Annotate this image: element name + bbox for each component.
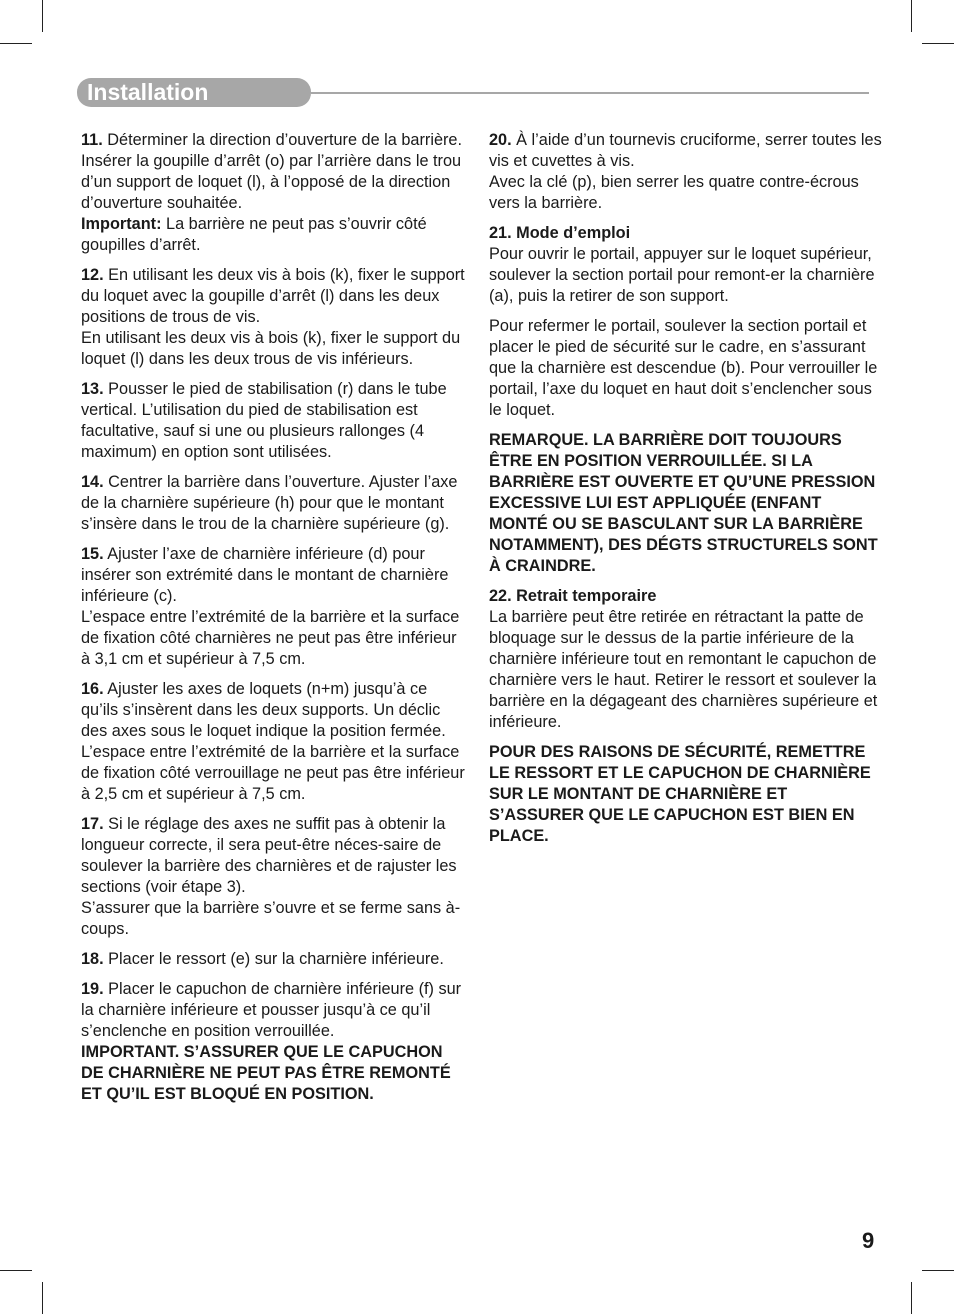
warning-text: IMPORTANT. S’ASSURER QUE LE CAPUCHON DE CHARNIÈRE NE PEUT PAS ÊTRE REMONTÉ ET QU’IL EST BLOQUÉ EN POSITION. [81,1043,451,1103]
section-21 [489,223,883,307]
step-number: 16. [81,680,104,698]
step-text-2: L’espace entre l’extrémité de la barrière et la surface de fixation côté charnières ne peut pas être inférieur à 3,1 cm et supérieur à 7,5 cm. [81,608,460,668]
crop-mark [911,1282,912,1314]
paragraph: La barrière peut être retirée en rétractant la patte de bloquage sur le dessus de la partie inférieure de la charnière inférieure tout en remontant le capuchon de charnière vers le haut. Retirer le ressort et soulever la barrière en la dégageant des charnières supérieure et inférieure. [489,608,878,731]
crop-mark [42,1282,43,1314]
crop-mark [42,0,43,32]
safety-text: POUR DES RAISONS DE SÉCURITÉ, REMETTRE LE RESSORT ET LE CAPUCHON DE CHARNIÈRE SUR LE MONTANT DE CHARNIÈRE ET S’ASSURER QUE LE CAPUCHON EST BIEN EN PLACE. [489,743,871,845]
important-text: La barrière ne peut pas s’ouvrir côté goupilles d’arrêt. [81,215,427,254]
step-12 [81,265,465,370]
crop-mark [922,1270,954,1271]
crop-mark [922,43,954,44]
step-text: Si le réglage des axes ne suffit pas à obtenir la longueur correcte, il sera peut-être néces-saire de soulever la barrière des charnières et de rajuster les sections (voir étape 3). [81,815,457,896]
step-number: 12. [81,266,104,284]
right-column [489,130,883,856]
step-text: En utilisant les deux vis à bois (k), fixer le support du loquet avec la goupille d’arrêt (l) dans les deux positions de trous de vis. [81,266,465,326]
step-text: Placer le capuchon de charnière inférieure (f) sur la charnière inférieure et pousser jusqu’à ce qu’il s’enclenche en position verrouillée. [81,980,462,1040]
step-text: Ajuster les axes de loquets (n+m) jusqu’à ce qu’ils s’insèrent dans les deux supports. Un déclic des axes sous le loquet indique la position fermée. [81,680,446,740]
step-text-2: Avec la clé (p), bien serrer les quatre contre-écrous vers la barrière. [489,173,859,212]
crop-mark [0,1270,32,1271]
step-number: 18. [81,950,104,968]
step-11 [81,130,465,256]
step-text-2: L’espace entre l’extrémité de la barrière et la surface de fixation côté verrouillage ne peut pas être inférieur à 2,5 cm et supérieur à 7,5 cm. [81,743,465,803]
step-number: 20. [489,131,512,149]
step-16 [81,679,465,805]
section-heading: 22. Retrait temporaire [489,587,657,605]
step-number: 15. [81,545,104,563]
step-17 [81,814,465,940]
crop-mark [911,0,912,32]
section-title: Installation [87,79,209,105]
step-19 [81,979,465,1105]
step-number: 11. [81,131,103,149]
step-text: Centrer la barrière dans l’ouverture. Ajuster l’axe de la charnière supérieure (h) pour que le montant s’insère dans le trou de la charnière supérieure (g). [81,473,458,533]
step-number: 17. [81,815,104,833]
remark-text: REMARQUE. LA BARRIÈRE DOIT TOUJOURS ÊTRE EN POSITION VERROUILLÉE. SI LA BARRIÈRE EST OUVERTE ET QU’UNE PRESSION EXCESSIVE LUI EST APPLIQUÉE (ENFANT MONTÉ OU SE BASCULANT SUR LA BARRIÈRE NOTAMMENT), DES DÉGTS STRUCTURELS SONT À CRAINDRE. [489,431,878,575]
step-text: Déterminer la direction d’ouverture de la barrière. Insérer la goupille d’arrêt (o) par l’arrière dans le trou d’un support de loquet (l), à l’opposé de la direction d’ouverture souhaitée. [81,131,462,212]
step-15 [81,544,465,670]
step-text-2: En utilisant les deux vis à bois (k), fixer le support du loquet (l) dans les deux trous de vis inférieurs. [81,329,461,368]
section-heading: 21. Mode d’emploi [489,224,631,242]
step-text: À l’aide d’un tournevis cruciforme, serrer toutes les vis et cuvettes à vis. [489,131,882,170]
crop-mark [0,43,32,44]
left-column [81,130,465,1114]
step-18 [81,949,465,970]
step-13 [81,379,465,463]
step-text: Ajuster l’axe de charnière inférieure (d) pour insérer son extrémité dans le montant de charnière inférieure (c). [81,545,449,605]
paragraph: Pour ouvrir le portail, appuyer sur le loquet supérieur, soulever la section portail pour remont-er la charnière (a), puis la retirer de son support. [489,245,875,305]
paragraph: Pour refermer le portail, soulever la section portail et placer le pied de sécurité sur le cadre, en s’assurant que la charnière est descendue (b). Pour verrouiller le portail, l’axe du loquet en haut doit s’enclencher sous le loquet. [489,317,878,419]
step-text-2: S’assurer que la barrière s’ouvre et se ferme sans à-coups. [81,899,461,938]
step-20 [489,130,883,214]
section-22 [489,586,883,733]
step-14 [81,472,465,535]
page-number: 9 [862,1228,875,1253]
step-number: 19. [81,980,104,998]
important-label: Important: [81,215,162,233]
step-number: 13. [81,380,104,398]
step-number: 14. [81,473,104,491]
step-text: Placer le ressort (e) sur la charnière inférieure. [103,950,444,968]
header-rule [311,92,869,94]
step-text: Pousser le pied de stabilisation (r) dans le tube vertical. L’utilisation du pied de stabilisation est facultative, sauf si une ou plusieurs rallonges (4 maximum) en option sont utilisées. [81,380,447,461]
